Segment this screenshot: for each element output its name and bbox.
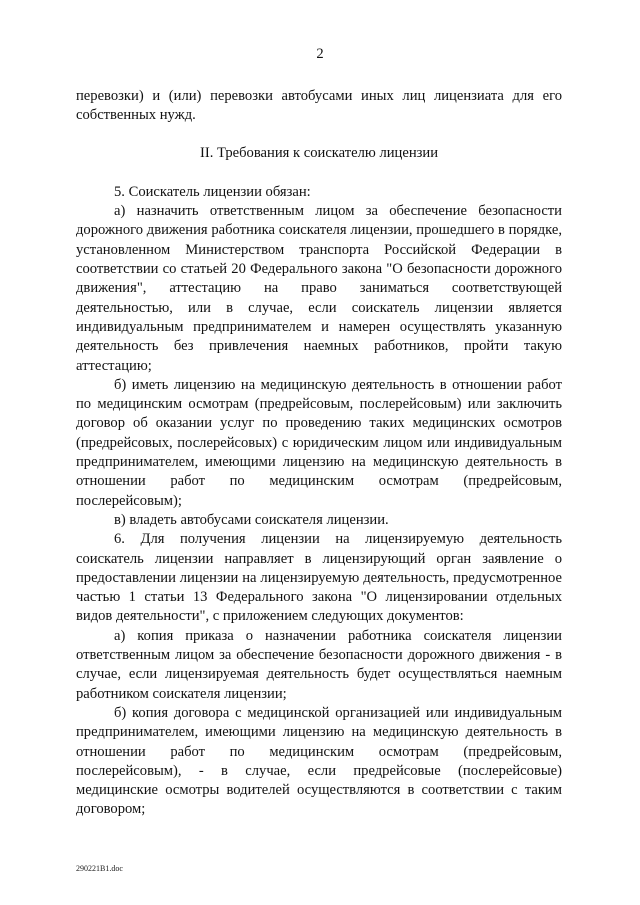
- paragraph-6: 6. Для получения лицензии на лицензируемую деятельность соискатель лицензии направляет в лицензирующий орган заявление о предоставлении лицензии на лицензируемую деятельность, предусмотренное частью 1 статьи 13 Федерального закона "О лицензировании отдельных видов деятельности", с приложением следующих документов:: [76, 531, 562, 625]
- file-name-footer: 290221В1.doc: [76, 864, 123, 873]
- paragraph-5a: а) назначить ответственным лицом за обеспечение безопасности дорожного движения работника соискателя лицензии, прошедшего в порядке, установленном Министерством транспорта Российской Федерации в соответствии со статьей 20 Федерального закона "О безопасности дорожного движения", аттестацию на право заниматься соответствующей деятельностью, или в случае, если соискатель лицензии является индивидуальным предпринимателем и намерен осуществлять указанную деятельность без привлечения наемных работников, пройти такую аттестацию;: [76, 203, 562, 374]
- paragraph-5: 5. Соискатель лицензии обязан:: [114, 183, 311, 200]
- paragraph-6b: б) копия договора с медицинской организацией или индивидуальным предпринимателем, имеющими лицензию на медицинскую деятельность в отношении работ по медицинским осмотрам (предрейсовым, послерейсовым), - в случае, если предрейсовые (послерейсовые) медицинские осмотры водителей осуществляются в соответствии с таким договором;: [76, 704, 562, 818]
- paragraph-5v: в) владеть автобусами соискателя лицензии.: [114, 511, 389, 528]
- section-heading: II. Требования к соискателю лицензии: [199, 144, 439, 161]
- paragraph-continuation: перевозки) и (или) перевозки автобусами иных лиц лицензиата для его собственных нужд.: [76, 88, 562, 124]
- document-body: [76, 87, 562, 820]
- paragraph-6a: а) копия приказа о назначении работника соискателя лицензии ответственным лицом за обеспечение безопасности дорожного движения - в случае, если лицензируемая деятельность будет осуществляться наемным работником соискателя лицензии;: [76, 627, 562, 702]
- paragraph-5b: б) иметь лицензию на медицинскую деятельность в отношении работ по медицинским осмотрам (предрейсовым, послерейсовым) или заключить договор об оказании услуг по проведению таких медицинских осмотров (предрейсовых, послерейсовых) с юридическим лицом или индивидуальным предпринимателем, имеющими лицензию на медицинскую деятельность в отношении работ по медицинским осмотрам (предрейсовым, послерейсовым);: [76, 376, 562, 509]
- page-number: 2: [316, 46, 324, 62]
